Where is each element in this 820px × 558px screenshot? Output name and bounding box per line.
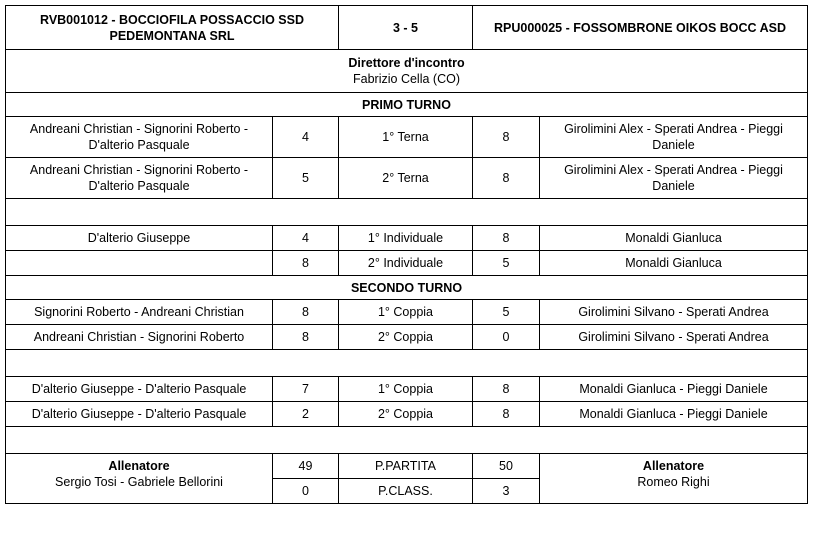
away-players: Girolimini Silvano - Sperati Andrea xyxy=(540,325,808,350)
home-players: D'alterio Giuseppe - D'alterio Pasquale xyxy=(6,377,273,402)
home-score: 8 xyxy=(273,325,339,350)
game-type: 2° Coppia xyxy=(339,325,473,350)
partita-label: P.PARTITA xyxy=(339,454,473,479)
section-title-secondo-turno: SECONDO TURNO xyxy=(6,276,808,300)
header-row xyxy=(6,6,808,50)
away-score: 0 xyxy=(473,325,540,350)
away-coach-label: Allenatore xyxy=(642,459,705,473)
home-players: Andreani Christian - Signorini Roberto - D'alterio Pasquale xyxy=(6,158,273,199)
away-score: 8 xyxy=(473,226,540,251)
director-label: Direttore d'incontro xyxy=(348,56,465,70)
home-coach-name: Sergio Tosi - Gabriele Bellorini xyxy=(55,475,223,489)
director-name: Fabrizio Cella (CO) xyxy=(353,72,460,86)
director-cell xyxy=(6,50,808,93)
away-players: Monaldi Gianluca xyxy=(540,226,808,251)
away-coach-cell xyxy=(540,454,808,504)
section-row xyxy=(6,93,808,117)
home-players: D'alterio Giuseppe - D'alterio Pasquale xyxy=(6,402,273,427)
director-row xyxy=(6,50,808,93)
match-report-table xyxy=(5,5,808,504)
away-coach-name: Romeo Righi xyxy=(637,475,710,489)
away-partita-points: 50 xyxy=(473,454,540,479)
away-team-name: RPU000025 - FOSSOMBRONE OIKOS BOCC ASD xyxy=(473,6,808,50)
section-title-primo-turno: PRIMO TURNO xyxy=(6,93,808,117)
away-score: 8 xyxy=(473,377,540,402)
home-score: 4 xyxy=(273,117,339,158)
game-type: 2° Terna xyxy=(339,158,473,199)
away-players: Monaldi Gianluca - Pieggi Daniele xyxy=(540,377,808,402)
game-row xyxy=(6,117,808,158)
home-score: 8 xyxy=(273,300,339,325)
home-team-name: RVB001012 - BOCCIOFILA POSSACCIO SSD PEDEMONTANA SRL xyxy=(6,6,339,50)
spacer-cell xyxy=(6,350,808,377)
away-players: Girolimini Silvano - Sperati Andrea xyxy=(540,300,808,325)
home-players: Andreani Christian - Signorini Roberto xyxy=(6,325,273,350)
away-players: Girolimini Alex - Sperati Andrea - Pieggi Daniele xyxy=(540,117,808,158)
home-class-points: 0 xyxy=(273,479,339,504)
home-score: 7 xyxy=(273,377,339,402)
game-row xyxy=(6,226,808,251)
home-players: Andreani Christian - Signorini Roberto - D'alterio Pasquale xyxy=(6,117,273,158)
game-row xyxy=(6,251,808,276)
section-row xyxy=(6,276,808,300)
home-score: 5 xyxy=(273,158,339,199)
away-score: 5 xyxy=(473,300,540,325)
game-type: 1° Coppia xyxy=(339,377,473,402)
game-type: 2° Coppia xyxy=(339,402,473,427)
game-type: 1° Terna xyxy=(339,117,473,158)
spacer-row xyxy=(6,350,808,377)
game-type: 1° Individuale xyxy=(339,226,473,251)
home-coach-label: Allenatore xyxy=(108,459,170,473)
home-partita-points: 49 xyxy=(273,454,339,479)
game-row xyxy=(6,377,808,402)
away-class-points: 3 xyxy=(473,479,540,504)
game-row xyxy=(6,300,808,325)
game-row xyxy=(6,325,808,350)
spacer-row xyxy=(6,199,808,226)
spacer-cell xyxy=(6,199,808,226)
footer-row-partita xyxy=(6,454,808,479)
away-score: 5 xyxy=(473,251,540,276)
away-score: 8 xyxy=(473,402,540,427)
home-players: Signorini Roberto - Andreani Christian xyxy=(6,300,273,325)
spacer-row xyxy=(6,427,808,454)
home-coach-cell xyxy=(6,454,273,504)
home-score: 8 xyxy=(273,251,339,276)
game-type: 1° Coppia xyxy=(339,300,473,325)
spacer-cell xyxy=(6,427,808,454)
home-score: 4 xyxy=(273,226,339,251)
game-row xyxy=(6,402,808,427)
away-players: Monaldi Gianluca - Pieggi Daniele xyxy=(540,402,808,427)
game-type: 2° Individuale xyxy=(339,251,473,276)
home-score: 2 xyxy=(273,402,339,427)
away-players: Monaldi Gianluca xyxy=(540,251,808,276)
match-score: 3 - 5 xyxy=(339,6,473,50)
away-score: 8 xyxy=(473,158,540,199)
game-row xyxy=(6,158,808,199)
home-players: D'alterio Giuseppe xyxy=(6,226,273,251)
home-players xyxy=(6,251,273,276)
away-score: 8 xyxy=(473,117,540,158)
class-label: P.CLASS. xyxy=(339,479,473,504)
away-players: Girolimini Alex - Sperati Andrea - Pieggi Daniele xyxy=(540,158,808,199)
